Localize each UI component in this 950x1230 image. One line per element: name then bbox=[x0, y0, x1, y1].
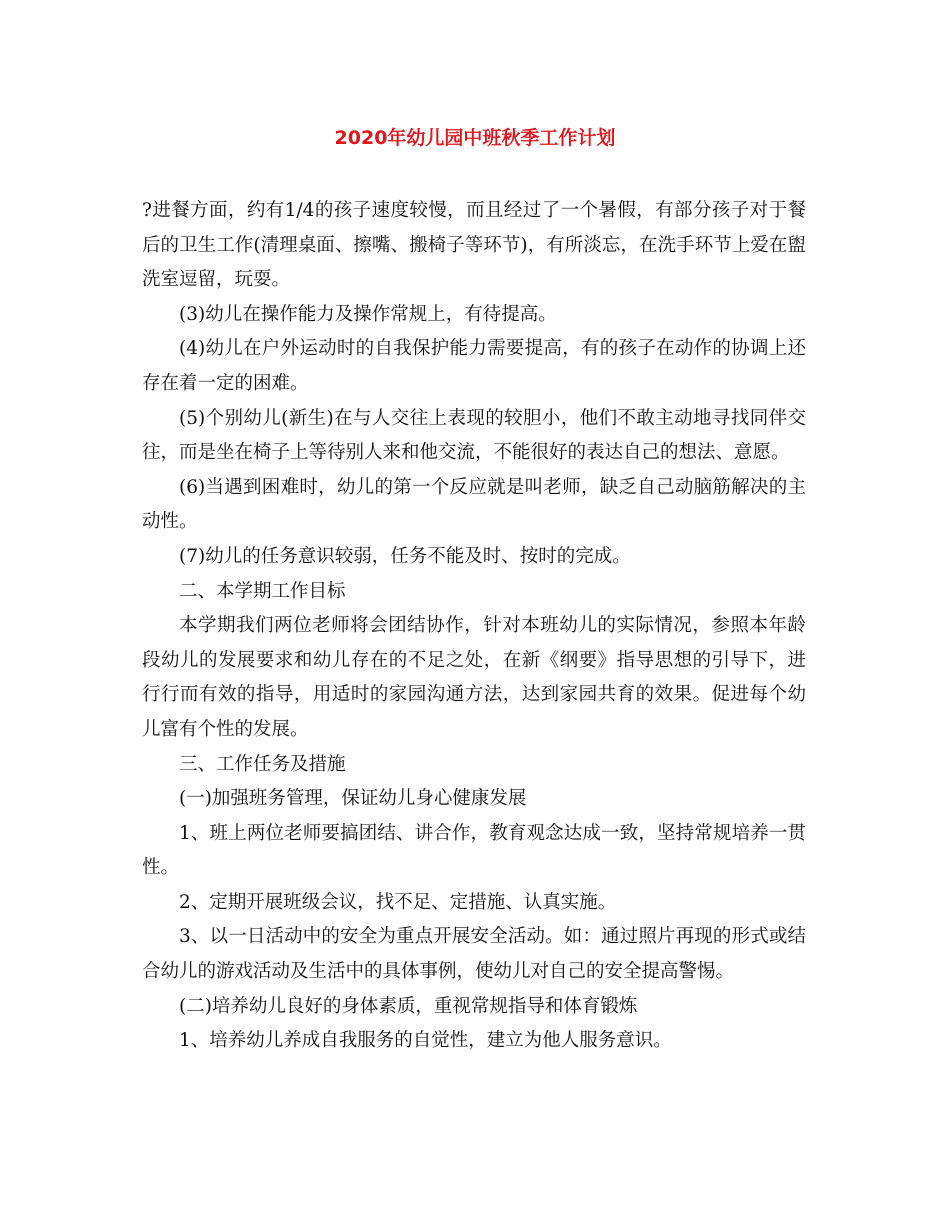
paragraph: (6)当遇到困难时，幼儿的第一个反应就是叫老师，缺乏自己动脑筋解决的主动性。 bbox=[142, 476, 806, 533]
paragraph: (7)幼儿的任务意识较弱，任务不能及时、按时的完成。 bbox=[179, 545, 631, 567]
paragraph: 本学期我们两位老师将会团结协作，针对本班幼儿的实际情况，参照本年龄段幼儿的发展要求和幼儿存在的不足之处，在新《纲要》指导思想的引导下，进行行而有效的指导，用适时的家园沟通方法，达到家园共育的效果。促进每个幼儿富有个性的发展。 bbox=[142, 615, 806, 740]
list-item: 1、班上两位老师要搞团结、讲合作，教育观念达成一致，坚持常规培养一贯性。 bbox=[142, 822, 806, 879]
paragraph: ?进餐方面，约有1/4的孩子速度较慢，而且经过了一个暑假，有部分孩子对于餐后的卫生工作(清理桌面、擦嘴、搬椅子等环节)，有所淡忘，在洗手环节上爱在盥洗室逗留，玩耍。 bbox=[142, 200, 806, 291]
list-item: 2、定期开展班级会议，找不足、定措施、认真实施。 bbox=[179, 891, 617, 913]
paragraph: (5)个别幼儿(新生)在与人交往上表现的较胆小，他们不敢主动地寻找同伴交往，而是坐在椅子上等待别人来和他交流，不能很好的表达自己的想法、意愿。 bbox=[142, 407, 806, 464]
section-heading: 二、本学期工作目标 bbox=[179, 580, 346, 602]
section-heading: 三、工作任务及措施 bbox=[179, 753, 346, 775]
subsection-heading: (一)加强班务管理，保证幼儿身心健康发展 bbox=[179, 788, 527, 810]
document-body bbox=[142, 194, 806, 1059]
document-title: 2020年幼儿园中班秋季工作计划 bbox=[334, 127, 616, 149]
list-item: 3、以一日活动中的安全为重点开展安全活动。如：通过照片再现的形式或结合幼儿的游戏活动及生活中的具体事例，使幼儿对自己的安全提高警惕。 bbox=[142, 926, 806, 983]
paragraph: (4)幼儿在户外运动时的自我保护能力需要提高，有的孩子在动作的协调上还存在着一定的困难。 bbox=[142, 338, 806, 394]
subsection-heading: (二)培养幼儿良好的身体素质，重视常规指导和体育锻炼 bbox=[179, 995, 638, 1017]
list-item: 1、培养幼儿养成自我服务的自觉性，建立为他人服务意识。 bbox=[179, 1030, 672, 1052]
paragraph: (3)幼儿在操作能力及操作常规上，有待提高。 bbox=[179, 303, 557, 325]
